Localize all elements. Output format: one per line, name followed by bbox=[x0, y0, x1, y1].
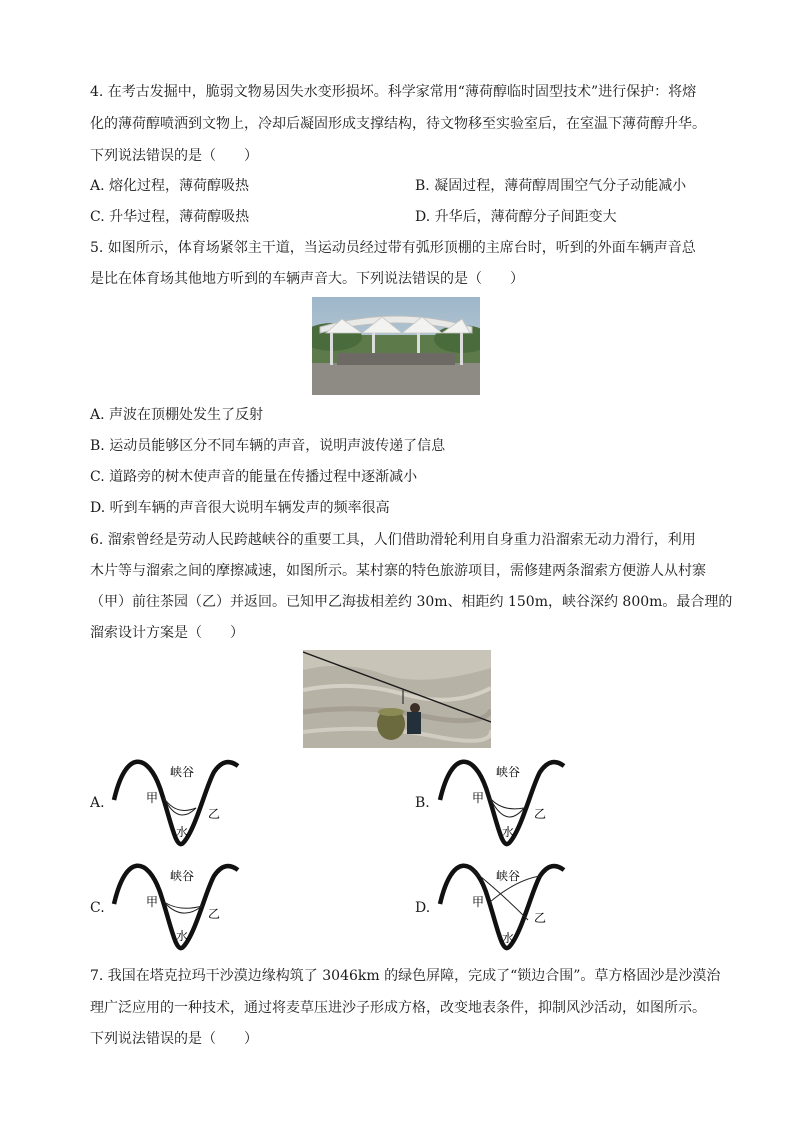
q4-option-d[interactable]: D. 升华后，薄荷醇分子间距变大 bbox=[415, 209, 617, 225]
q5-line-1: 5. 如图所示，体育场紧邻主干道，当运动员经过带有弧形顶棚的主席台时，听到的外面车辆声音总 bbox=[90, 240, 696, 256]
label-jia: 甲 bbox=[146, 791, 159, 805]
q4-option-a[interactable]: A. 熔化过程，薄荷醇吸热 bbox=[90, 178, 250, 194]
q6-option-b-letter[interactable]: B. bbox=[415, 795, 430, 811]
q6-line-2: 木片等与溜索之间的摩擦减速，如图所示。某村寨的特色旅游项目，需修建两条溜索方便游人从村寨 bbox=[90, 563, 706, 579]
label-canyon: 峡谷 bbox=[170, 765, 195, 779]
label-jia: 甲 bbox=[146, 895, 159, 909]
q7-line-2: 理广泛应用的一种技术，通过将麦草压进沙子形成方格，改变地表条件，抑制风沙活动，如图所示。 bbox=[90, 1000, 706, 1016]
q5-line-2: 是比在体育场其他地方听到的车辆声音大。下列说法错误的是（ ） bbox=[90, 271, 524, 287]
q6-line-4: 溜索设计方案是（ ） bbox=[90, 625, 244, 641]
label-water: 水 bbox=[502, 825, 515, 839]
q4-line-1: 4. 在考古发掘中，脆弱文物易因失水变形损坏。科学家常用“薄荷醇临时固型技术”进行保护：将熔 bbox=[90, 84, 697, 100]
q5-option-b[interactable]: B. 运动员能够区分不同车辆的声音，说明声波传递了信息 bbox=[90, 438, 446, 454]
label-canyon: 峡谷 bbox=[496, 765, 521, 779]
label-water: 水 bbox=[176, 929, 189, 943]
label-water: 水 bbox=[502, 931, 515, 945]
label-yi: 乙 bbox=[534, 911, 547, 925]
q6-option-c-diagram[interactable] bbox=[110, 860, 242, 960]
zipline-photo bbox=[303, 650, 491, 748]
label-yi: 乙 bbox=[208, 807, 221, 821]
label-yi: 乙 bbox=[534, 807, 547, 821]
label-water: 水 bbox=[176, 825, 189, 839]
q5-option-a[interactable]: A. 声波在顶棚处发生了反射 bbox=[90, 407, 264, 423]
q5-option-c[interactable]: C. 道路旁的树木使声音的能量在传播过程中逐渐减小 bbox=[90, 469, 418, 485]
q6-option-a-diagram[interactable] bbox=[110, 756, 242, 856]
label-canyon: 峡谷 bbox=[170, 869, 195, 883]
q4-line-2: 化的薄荷醇喷洒到文物上，冷却后凝固形成支撑结构，待文物移至实验室后，在室温下薄荷醇升华。 bbox=[90, 116, 706, 132]
q6-line-1: 6. 溜索曾经是劳动人民跨越峡谷的重要工具，人们借助滑轮利用自身重力沿溜索无动力滑行，利用 bbox=[90, 532, 696, 548]
q5-option-d[interactable]: D. 听到车辆的声音很大说明车辆发声的频率很高 bbox=[90, 500, 390, 516]
q6-option-b-diagram[interactable] bbox=[436, 756, 568, 856]
label-canyon: 峡谷 bbox=[496, 869, 521, 883]
label-yi: 乙 bbox=[208, 907, 221, 921]
q6-option-d-diagram[interactable] bbox=[436, 860, 568, 960]
stadium-canopy-photo bbox=[312, 297, 480, 395]
q7-line-1: 7. 我国在塔克拉玛干沙漠边缘构筑了 3046km 的绿色屏障，完成了“锁边合围”。草方格固沙是沙漠治 bbox=[90, 968, 721, 984]
label-jia: 甲 bbox=[472, 791, 485, 805]
q7-line-3: 下列说法错误的是（ ） bbox=[90, 1031, 258, 1047]
label-jia: 甲 bbox=[472, 895, 485, 909]
q4-option-b[interactable]: B. 凝固过程，薄荷醇周围空气分子动能减小 bbox=[415, 178, 687, 194]
q6-option-d-letter[interactable]: D. bbox=[415, 900, 431, 916]
q4-option-c[interactable]: C. 升华过程，薄荷醇吸热 bbox=[90, 209, 250, 225]
q4-line-3: 下列说法错误的是（ ） bbox=[90, 148, 258, 164]
q6-option-a-letter[interactable]: A. bbox=[90, 795, 105, 811]
q6-line-3: （甲）前往茶园（乙）并返回。已知甲乙海拔相差约 30m、相距约 150m，峡谷深约 800m。最合理的 bbox=[90, 594, 733, 610]
q6-option-c-letter[interactable]: C. bbox=[90, 900, 105, 916]
